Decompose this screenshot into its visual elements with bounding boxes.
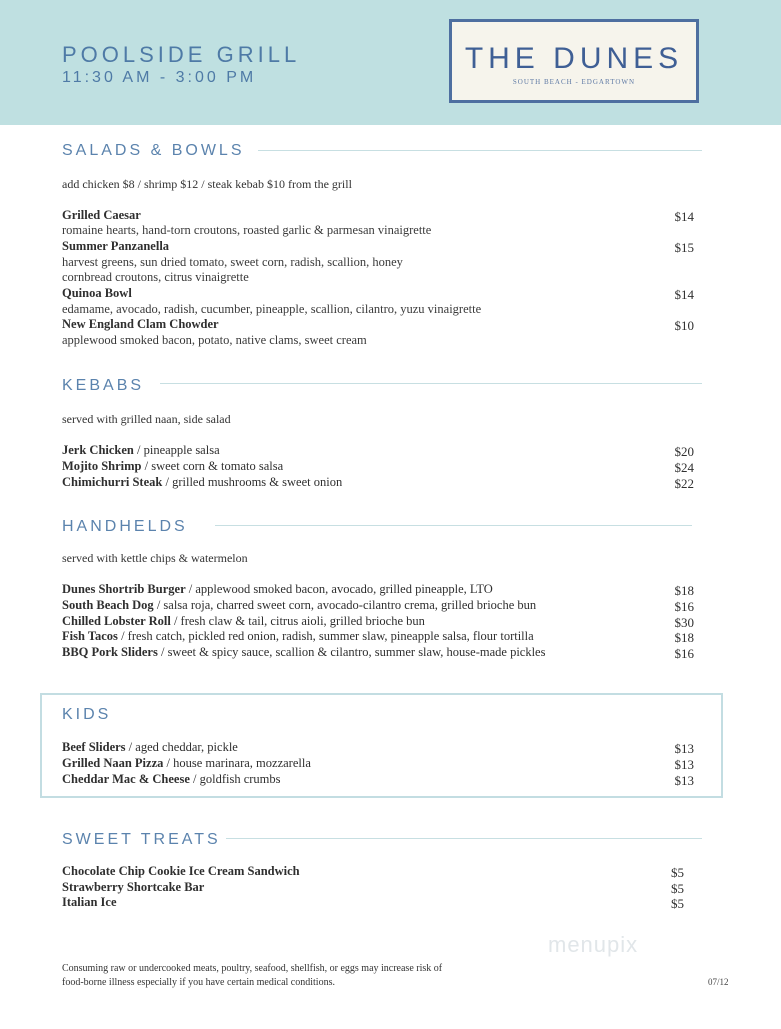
menu-item xyxy=(62,208,694,223)
section-title-kids: KIDS xyxy=(62,706,112,723)
item-description: applewood smoked bacon, potato, native clams, sweet cream xyxy=(62,333,367,347)
menu-item xyxy=(62,286,694,301)
item-description: / applewood smoked bacon, avocado, grilled pineapple, LTO xyxy=(185,582,493,596)
item-price: $13 xyxy=(674,773,694,788)
menu-item xyxy=(62,756,694,771)
section-title-sweets: SWEET TREATS xyxy=(62,831,221,848)
item-name: Grilled Caesar xyxy=(62,208,141,222)
item-price: $18 xyxy=(674,630,694,645)
item-description: romaine hearts, hand-torn croutons, roasted garlic & parmesan vinaigrette xyxy=(62,223,432,237)
item-price: $30 xyxy=(674,615,694,630)
menu-item xyxy=(62,582,694,597)
item-description: / fresh claw & tail, citrus aioli, grilled brioche bun xyxy=(170,614,425,628)
menu-item xyxy=(62,614,694,629)
item-price: $24 xyxy=(674,460,694,475)
item-name: Chocolate Chip Cookie Ice Cream Sandwich xyxy=(62,864,300,878)
item-price: $16 xyxy=(674,599,694,614)
item-price: $5 xyxy=(671,881,684,896)
item-price: $22 xyxy=(674,476,694,491)
section-divider xyxy=(160,383,702,384)
item-description: edamame, avocado, radish, cucumber, pineapple, scallion, cilantro, yuzu vinaigrette xyxy=(62,302,482,316)
menu-item xyxy=(62,740,694,755)
item-description: / salsa roja, charred sweet corn, avocado-cilantro crema, grilled brioche bun xyxy=(153,598,537,612)
section-divider xyxy=(226,838,702,839)
item-description: / sweet corn & tomato salsa xyxy=(141,459,284,473)
item-name: Quinoa Bowl xyxy=(62,286,132,300)
restaurant-logo xyxy=(449,19,699,103)
item-price: $14 xyxy=(674,287,694,302)
item-price: $10 xyxy=(674,318,694,333)
item-description: / fresh catch, pickled red onion, radish, summer slaw, pineapple salsa, flour tortilla xyxy=(117,629,534,643)
disclaimer-line: Consuming raw or undercooked meats, poultry, seafood, shellfish, or eggs may increase risk of xyxy=(62,963,443,974)
item-name: Cheddar Mac & Cheese xyxy=(62,772,190,786)
item-price: $16 xyxy=(674,646,694,661)
item-price: $5 xyxy=(671,865,684,880)
menu-item xyxy=(62,598,694,613)
section-note-handhelds: served with kettle chips & watermelon xyxy=(62,551,248,565)
disclaimer-line: food-borne illness especially if you have certain medical conditions. xyxy=(62,977,335,988)
section-title-handhelds: HANDHELDS xyxy=(62,518,188,535)
item-price: $5 xyxy=(671,896,684,911)
section-title-salads: SALADS & BOWLS xyxy=(62,142,245,159)
item-price: $13 xyxy=(674,757,694,772)
item-name: South Beach Dog xyxy=(62,598,154,612)
health-disclaimer xyxy=(62,962,582,990)
menu-item xyxy=(62,895,694,910)
item-name: Summer Panzanella xyxy=(62,239,170,253)
menu-item xyxy=(62,772,694,787)
menu-item xyxy=(62,317,694,332)
item-description: / aged cheddar, pickle xyxy=(125,740,238,754)
item-description: / goldfish crumbs xyxy=(189,772,281,786)
item-name: Jerk Chicken xyxy=(62,443,134,457)
menu-item xyxy=(62,459,694,474)
item-description: / pineapple salsa xyxy=(133,443,220,457)
menu-item xyxy=(62,645,694,660)
item-name: Dunes Shortrib Burger xyxy=(62,582,186,596)
section-note-kebabs: served with grilled naan, side salad xyxy=(62,412,231,426)
item-description: harvest greens, sun dried tomato, sweet corn, radish, scallion, honey xyxy=(62,255,403,269)
menu-title: POOLSIDE GRILL xyxy=(62,42,301,67)
menu-date-code: 07/12 xyxy=(708,977,729,987)
item-name: BBQ Pork Sliders xyxy=(62,645,158,659)
item-name: Chilled Lobster Roll xyxy=(62,614,171,628)
logo-subtitle: SOUTH BEACH - EDGARTOWN xyxy=(512,78,636,86)
section-title-kebabs: KEBABS xyxy=(62,377,145,394)
watermark: menupix xyxy=(548,932,639,957)
menu-item xyxy=(62,864,694,879)
item-description: cornbread croutons, citrus vinaigrette xyxy=(62,270,249,284)
item-name: New England Clam Chowder xyxy=(62,317,219,331)
item-description: / house marinara, mozzarella xyxy=(163,756,311,770)
menu-item xyxy=(62,475,694,490)
header-banner xyxy=(0,0,781,125)
section-divider xyxy=(258,150,702,151)
item-name: Chimichurri Steak xyxy=(62,475,163,489)
menu-item xyxy=(62,629,694,644)
item-description: / grilled mushrooms & sweet onion xyxy=(162,475,343,489)
item-price: $20 xyxy=(674,444,694,459)
item-price: $13 xyxy=(674,741,694,756)
item-name: Italian Ice xyxy=(62,895,117,909)
menu-item xyxy=(62,880,694,895)
item-price: $18 xyxy=(674,583,694,598)
item-name: Fish Tacos xyxy=(62,629,118,643)
section-divider xyxy=(215,525,692,526)
logo-name: THE DUNES xyxy=(464,42,684,75)
item-name: Strawberry Shortcake Bar xyxy=(62,880,205,894)
section-note-salads: add chicken $8 / shrimp $12 / steak kebab $10 from the grill xyxy=(62,177,352,191)
service-hours: 11:30 AM - 3:00 PM xyxy=(62,69,257,86)
menu-item xyxy=(62,239,694,254)
item-name: Beef Sliders xyxy=(62,740,126,754)
item-name: Mojito Shrimp xyxy=(62,459,142,473)
item-price: $14 xyxy=(674,209,694,224)
item-description: / sweet & spicy sauce, scallion & cilantro, summer slaw, house-made pickles xyxy=(157,645,546,659)
item-price: $15 xyxy=(674,240,694,255)
item-name: Grilled Naan Pizza xyxy=(62,756,164,770)
menu-item xyxy=(62,443,694,458)
